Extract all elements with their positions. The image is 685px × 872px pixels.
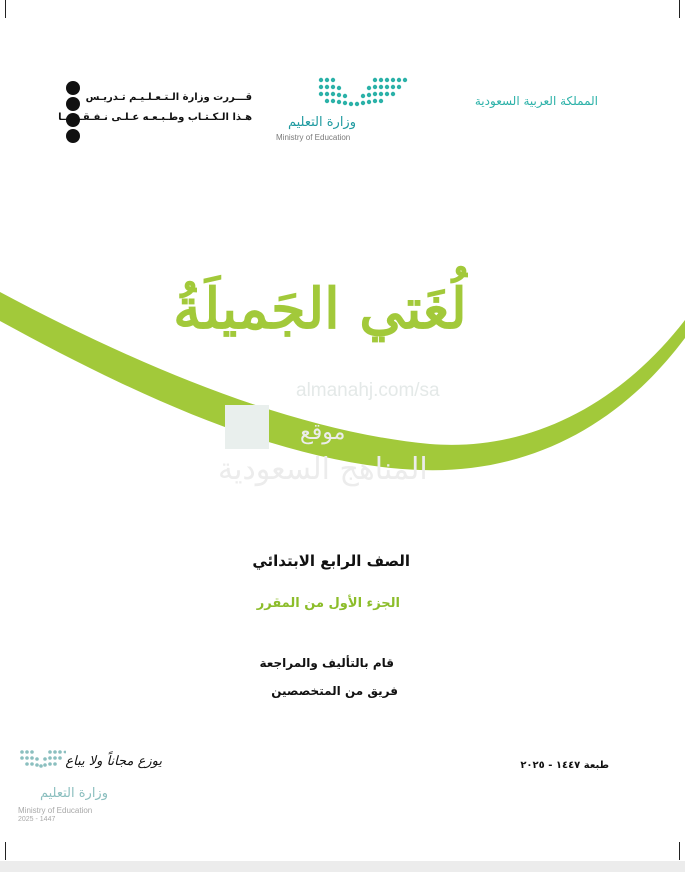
- footer-ministry-arabic: وزارة التعليم: [39, 786, 108, 801]
- ministry-name-arabic: وزارة التعليم: [287, 115, 356, 130]
- book-title: لُغَتي الجَميلَةُ: [173, 276, 467, 342]
- part-label: الجزء الأول من المقرر: [256, 596, 400, 611]
- footer-year: 2025 - 1447: [18, 816, 56, 823]
- ministry-name-english: Ministry of Education: [276, 133, 351, 142]
- ministry-logo-icon: [18, 748, 66, 774]
- authors-line-2: فريق من المتخصصين: [271, 684, 398, 698]
- kingdom-name: المملكة العربية السعودية: [474, 94, 598, 108]
- edition-label: طبعة ١٤٤٧ - ٢٠٢٥: [520, 760, 609, 771]
- bottom-strip: [0, 861, 685, 872]
- authors-line-1: قام بالتأليف والمراجعة: [259, 656, 394, 670]
- grade-label: الصف الرابع الابتدائي: [252, 552, 410, 570]
- watermark-line-1: موقع: [300, 420, 346, 445]
- footer-ministry-english: Ministry of Education: [18, 806, 93, 815]
- free-distribution-note: يوزع مجاناً ولا يباع: [65, 754, 162, 769]
- watermark-logo: [225, 405, 269, 449]
- watermark-line-2: المناهج السعودية: [218, 452, 428, 487]
- decree-line-2: هـذا الـكـتـاب وطـبـعـه عـلـى نـفـقـتـهـا: [58, 112, 252, 123]
- decree-line-1: قـــررت وزارة الـتـعـلـيـم تـدريـس: [85, 92, 252, 103]
- watermark-url: almanahj.com/sa: [296, 380, 440, 401]
